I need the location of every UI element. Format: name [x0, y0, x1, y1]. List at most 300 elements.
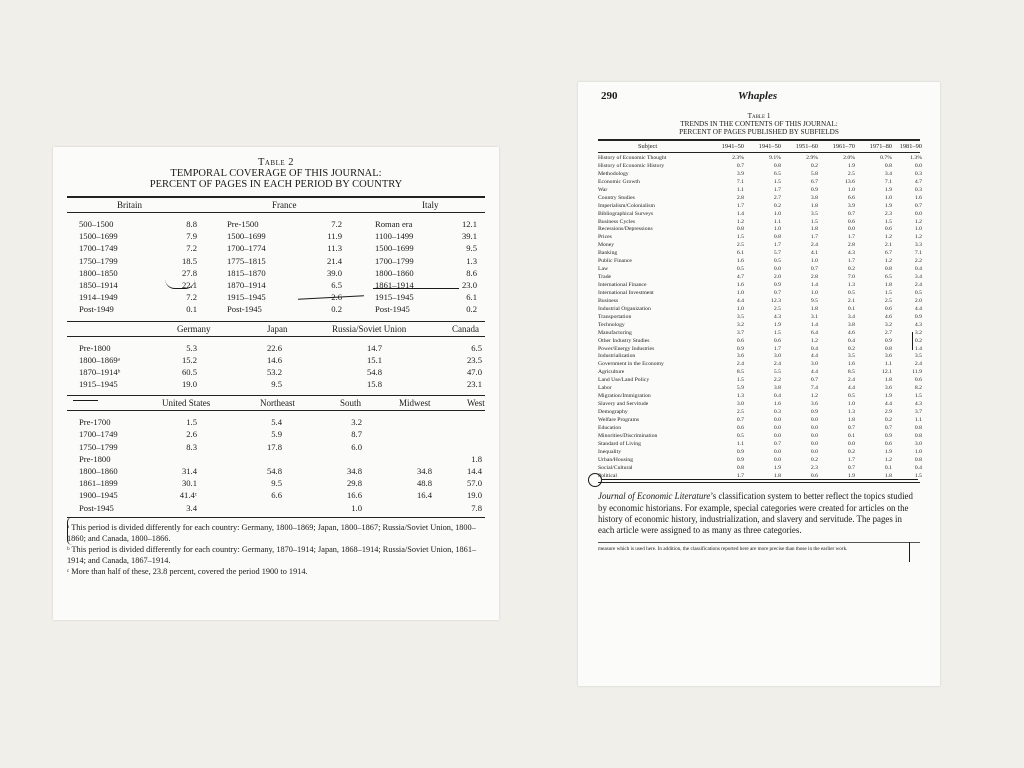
- table-cell: 1.0: [847, 186, 855, 193]
- table-row: [67, 219, 485, 231]
- table-cell: 6.1: [466, 292, 477, 303]
- table-row: [598, 211, 920, 219]
- table-row: [598, 242, 920, 250]
- row-label: History of Economic History: [598, 162, 665, 169]
- table-cell: 0.8: [914, 432, 922, 439]
- row-label: Transportation: [598, 313, 632, 320]
- table-cell: 1.3: [466, 255, 477, 266]
- table-cell: 7.0: [847, 274, 855, 281]
- table-row: [67, 490, 485, 502]
- table-row: [598, 306, 920, 314]
- table-cell: 0.3: [914, 170, 922, 177]
- table-cell: 2.4: [736, 361, 744, 368]
- table-cell: 1.0: [914, 226, 922, 233]
- table-cell: 30.1: [181, 478, 197, 489]
- table-cell: 1.2: [736, 218, 744, 225]
- table-cell: 1.0: [884, 194, 892, 201]
- table-cell: 1.5: [884, 289, 892, 296]
- table-cell: 1.8: [471, 453, 482, 464]
- table-cell: 0.7: [810, 266, 818, 273]
- row-label: Welfare Programs: [598, 416, 640, 423]
- table-cell: 0.6: [736, 424, 744, 431]
- table-cell: 9.5: [271, 379, 282, 390]
- table-cell: 1.0: [773, 210, 781, 217]
- table-cell: 0.0: [773, 448, 781, 455]
- table-cell: 3.6: [810, 401, 818, 408]
- page-header: [578, 82, 940, 106]
- table-cell: 1.5: [914, 472, 922, 479]
- table-cell: 0.9: [736, 345, 744, 352]
- row-label: Other Industry Studies: [598, 337, 650, 344]
- table-cell: 22.1: [181, 279, 197, 290]
- table-cell: 0.2: [810, 162, 818, 169]
- table-cell: 0.0: [773, 424, 781, 431]
- table-cell: Pre-1500: [227, 219, 259, 229]
- table-cell: 7.2: [186, 292, 197, 303]
- table-row: [67, 243, 485, 255]
- table-row: [598, 449, 920, 457]
- row-label: Industrialization: [598, 353, 636, 360]
- table-cell: 7.9: [186, 231, 197, 242]
- table-cell: 1.0: [773, 226, 781, 233]
- row-label: Labor: [598, 385, 612, 392]
- table-cell: 1.1: [914, 416, 922, 423]
- table-row: [67, 429, 485, 441]
- column-header: 1951–60: [795, 143, 818, 150]
- table-cell: 2.0%: [843, 155, 855, 161]
- table-cell: 0.0: [773, 416, 781, 423]
- table-row: [598, 433, 920, 441]
- table-cell: 0.2: [914, 337, 922, 344]
- table-cell: 0.6: [736, 337, 744, 344]
- section2-country-headers: [67, 322, 485, 336]
- table-cell: 3.5: [810, 210, 818, 217]
- table-cell: 3.8: [810, 194, 818, 201]
- table-cell: 0.2: [810, 456, 818, 463]
- table-cell: 9.5: [810, 297, 818, 304]
- table-cell: 1.7: [847, 456, 855, 463]
- table-cell: 2.2: [773, 377, 781, 384]
- country-italy: Italy: [422, 200, 439, 210]
- table-cell: 0.7: [847, 464, 855, 471]
- table-cell: 1.5: [773, 178, 781, 185]
- row-label: Post-1945: [79, 502, 114, 513]
- table-cell: 5.9: [736, 385, 744, 392]
- table-row: [598, 330, 920, 338]
- circle-number-mark: [588, 473, 602, 487]
- row-label: Power/Energy Industries: [598, 345, 655, 352]
- table-cell: 1.8: [847, 416, 855, 423]
- table-cell: 1500–1699: [227, 231, 266, 242]
- table-row: [67, 367, 485, 379]
- table-cell: 1.1: [736, 186, 744, 193]
- row-label: Prices: [598, 234, 612, 241]
- table-cell: 0.0: [914, 162, 922, 169]
- row-label: Pre-1800: [79, 342, 111, 353]
- table-cell: 7.2: [186, 243, 197, 254]
- table-cell: 4.4: [810, 369, 818, 376]
- table-cell: 4.6: [884, 313, 892, 320]
- region-united-states: United States: [162, 398, 211, 409]
- table-row: [598, 401, 920, 409]
- table-cell: 0.1: [186, 304, 197, 315]
- table-cell: 2.4: [847, 377, 855, 384]
- country-germany: Germany: [177, 323, 211, 334]
- row-label: Manufacturing: [598, 329, 632, 336]
- table-cell: 1.1: [773, 218, 781, 225]
- table-cell: 3.4: [884, 170, 892, 177]
- table-cell: 48.8: [416, 478, 432, 489]
- table-cell: 0.3: [773, 409, 781, 415]
- table-cell: 9.5: [466, 243, 477, 254]
- table-row: [67, 343, 485, 355]
- table-cell: 7.1: [884, 178, 892, 185]
- table-cell: 41.4ᶜ: [179, 490, 197, 501]
- row-label: 1800–1850: [79, 267, 118, 278]
- table-cell: 23.5: [466, 354, 482, 365]
- row-label: Migration/Immigration: [598, 393, 651, 400]
- table-cell: 0.9: [884, 337, 892, 344]
- table-row: [598, 298, 920, 306]
- table-cell: 8.2: [914, 385, 922, 392]
- table-cell: 0.5: [773, 258, 781, 265]
- table-cell: 2.5: [847, 170, 855, 177]
- table-row: [598, 393, 920, 401]
- table-cell: 0.7: [847, 424, 855, 431]
- country-britain: Britain: [117, 200, 142, 210]
- table-cell: 0.7: [810, 377, 818, 384]
- section3-header-rule: [67, 410, 485, 411]
- table-cell: 0.8: [773, 234, 781, 241]
- table1-bottom-rule: [598, 482, 920, 483]
- table-cell: 29.8: [346, 478, 362, 489]
- table-cell: 2.8: [736, 194, 744, 201]
- footnote-b: ᵇ This period is divided differently for each country: Germany, 1870–1914; Japan, 1868–1914; Russia/Soviet Union, 1861–1914; and Canada, 1867–1914.: [67, 544, 477, 565]
- row-label: Bibliographical Surveys: [598, 210, 654, 217]
- table-cell: 3.1: [810, 313, 818, 320]
- table-cell: 21.4: [326, 255, 342, 266]
- table-cell: 34.8: [346, 466, 362, 476]
- table-cell: 1.5: [736, 377, 744, 384]
- table-cell: 3.0: [773, 353, 781, 360]
- table-cell: 1.8: [810, 202, 818, 209]
- table-cell: 1.7: [847, 234, 855, 241]
- table-row: [598, 155, 920, 163]
- table-cell: 2.5: [736, 242, 744, 249]
- pencil-underline-mark: [602, 479, 918, 481]
- table-cell: 0.7: [847, 210, 855, 217]
- row-label: Slavery and Servitude: [598, 401, 649, 408]
- table-cell: 57.0: [466, 478, 482, 489]
- table-cell: 6.6: [271, 490, 282, 501]
- table-row: [67, 292, 485, 304]
- table-cell: 7.2: [331, 219, 342, 229]
- table-cell: 3.6: [736, 353, 744, 360]
- table-row: [67, 280, 485, 292]
- row-label: War: [598, 186, 608, 193]
- table-cell: 1.0: [810, 258, 818, 265]
- table-cell: Roman era: [375, 219, 413, 229]
- row-label: 1900–1945: [79, 490, 118, 501]
- table-cell: 0.0: [810, 424, 818, 431]
- pencil-bracket-mark: [905, 542, 910, 562]
- table-cell: 1.0: [810, 289, 818, 296]
- body-paragraph: [598, 491, 920, 536]
- table-cell: 0.6: [884, 440, 892, 447]
- table-cell: 1.0: [914, 448, 922, 455]
- table-cell: 2.9%: [806, 155, 818, 161]
- table-cell: 1.0: [847, 401, 855, 408]
- table-cell: 2.5: [736, 409, 744, 415]
- table-cell: 1.4: [736, 210, 744, 217]
- table-row: [598, 282, 920, 290]
- row-label: International Investment: [598, 289, 654, 296]
- table-cell: 2.5: [884, 297, 892, 304]
- table-cell: 4.4: [736, 297, 744, 304]
- country-russia: Russia/Soviet Union: [332, 323, 407, 334]
- table-row: [598, 250, 920, 258]
- table-row: [67, 304, 485, 316]
- table-row: [67, 256, 485, 268]
- table-row: [67, 478, 485, 490]
- row-label: Social/Cultural: [598, 464, 633, 471]
- right-page-scan: [578, 82, 940, 686]
- table-cell: 3.3: [914, 242, 922, 249]
- table-cell: 2.3: [884, 210, 892, 217]
- table-cell: 6.5: [331, 279, 342, 290]
- table-cell: 0.5: [736, 432, 744, 439]
- table-row: [598, 465, 920, 473]
- table-cell: 0.6: [884, 226, 892, 233]
- table1-rows: [598, 155, 920, 480]
- table-cell: 53.2: [266, 366, 282, 377]
- section1-country-headers: [67, 198, 485, 212]
- region-west: West: [467, 398, 485, 409]
- table-cell: 3.7: [736, 329, 744, 336]
- table-cell: 7.1: [736, 178, 744, 185]
- table-cell: 1.2: [884, 456, 892, 463]
- table-cell: 2.4: [810, 242, 818, 249]
- table-row: [598, 266, 920, 274]
- table-cell: 12.3: [771, 297, 781, 304]
- table-cell: 0.8: [736, 226, 744, 233]
- table-cell: 13.6: [845, 178, 855, 185]
- row-label: International Finance: [598, 282, 647, 288]
- row-label: Imperialism/Colonialism: [598, 202, 655, 209]
- table-cell: 54.8: [266, 466, 282, 476]
- row-label: Government in the Economy: [598, 361, 664, 368]
- table-cell: Post-1945: [375, 304, 410, 315]
- row-label: Technology: [598, 321, 625, 328]
- table-cell: 1.7: [773, 242, 781, 249]
- table-cell: 0.9: [884, 432, 892, 439]
- table-cell: 2.6: [186, 429, 197, 440]
- table-cell: 8.6: [466, 267, 477, 278]
- table-cell: 0.2: [847, 266, 855, 273]
- table-row: [598, 322, 920, 330]
- row-label: Minorities/Discrimination: [598, 432, 658, 439]
- table-cell: 1.7: [736, 202, 744, 209]
- table-cell: 0.5: [847, 289, 855, 296]
- table-cell: 0.5: [736, 266, 744, 273]
- table-cell: 6.7: [810, 178, 818, 185]
- table-cell: 0.6: [884, 305, 892, 312]
- table-cell: 2.4: [914, 361, 922, 368]
- row-label: Standard of Living: [598, 440, 641, 447]
- left-page-scan: [53, 147, 499, 620]
- table-cell: 6.5: [773, 170, 781, 177]
- table-cell: 4.4: [914, 305, 922, 312]
- table-cell: 1700–1799: [375, 255, 414, 266]
- table-cell: 1.7: [736, 472, 744, 479]
- row-label: Trade: [598, 274, 612, 281]
- table-cell: 9.1%: [769, 155, 781, 161]
- table-cell: 0.2: [466, 304, 477, 315]
- table-cell: 7.4: [810, 385, 818, 392]
- row-label: Banking: [598, 250, 618, 257]
- table-cell: 1.9: [884, 186, 892, 193]
- table-row: [598, 290, 920, 298]
- table-cell: 0.7: [773, 289, 781, 296]
- table-cell: 9.5: [271, 478, 282, 489]
- table-cell: 1.7: [847, 258, 855, 265]
- table-cell: 0.2: [847, 345, 855, 352]
- table-row: [598, 361, 920, 369]
- table-cell: 5.4: [271, 417, 282, 428]
- table-cell: 6.4: [810, 329, 818, 336]
- table-row: [67, 454, 485, 466]
- table-cell: 27.8: [181, 267, 197, 278]
- table-row: [67, 466, 485, 478]
- table-cell: 0.9: [773, 282, 781, 288]
- table-row: [598, 369, 920, 377]
- row-label: Economic Growth: [598, 178, 640, 185]
- table-cell: 1.2: [884, 234, 892, 241]
- table-row: [598, 187, 920, 195]
- row-label: Pre-1800: [79, 453, 111, 464]
- table-cell: 0.4: [914, 464, 922, 471]
- row-label: Post-1949: [79, 304, 114, 315]
- table-cell: 1.1: [884, 361, 892, 368]
- table-cell: 0.0: [810, 440, 818, 447]
- table-cell: 2.7: [884, 329, 892, 336]
- row-label: Urban/Housing: [598, 456, 634, 463]
- table-cell: 1.4: [810, 282, 818, 288]
- table-row: [598, 314, 920, 322]
- table-cell: 0.4: [773, 393, 781, 400]
- table-cell: 60.5: [181, 366, 197, 377]
- table-row: [598, 457, 920, 465]
- table-cell: 1.8: [884, 282, 892, 288]
- table-cell: 11.9: [327, 231, 342, 242]
- table-cell: 1.5: [810, 218, 818, 225]
- pencil-underline-mark: [373, 288, 459, 290]
- table-cell: 1.6: [847, 361, 855, 368]
- row-label: 1750–1799: [79, 441, 118, 452]
- table-cell: 1.2: [914, 234, 922, 241]
- table-cell: 2.7: [773, 194, 781, 201]
- table-cell: 1.9: [773, 321, 781, 328]
- table-cell: 8.5: [847, 369, 855, 376]
- table-cell: 2.1: [847, 297, 855, 304]
- section3-rows: [67, 417, 485, 515]
- table-cell: 3.5: [914, 353, 922, 360]
- row-label: Industrial Organization: [598, 305, 651, 312]
- table-cell: 2.0: [773, 274, 781, 281]
- table-cell: 0.3: [914, 186, 922, 193]
- row-label: 500–1500: [79, 219, 114, 229]
- table-row: [598, 338, 920, 346]
- table-cell: 2.6: [331, 292, 342, 303]
- row-label: Business: [598, 297, 619, 304]
- row-label: 1914–1949: [79, 292, 118, 303]
- pencil-bracket-mark: [73, 400, 98, 402]
- table-cell: 3.4: [186, 502, 197, 513]
- table-cell: 1.3%: [910, 155, 922, 161]
- table-row: [598, 179, 920, 187]
- table-cell: 3.8: [847, 321, 855, 328]
- section1-rows: [67, 219, 485, 317]
- table-cell: 0.7: [884, 424, 892, 431]
- table-cell: 2.9: [884, 409, 892, 415]
- table-row: [598, 226, 920, 234]
- country-japan: Japan: [267, 323, 288, 334]
- table-cell: 22.6: [266, 342, 282, 353]
- table-cell: 5.9: [271, 429, 282, 440]
- table-cell: 2.8: [810, 274, 818, 281]
- section1-header-rule: [67, 212, 485, 213]
- table-cell: 2.5: [773, 305, 781, 312]
- table-cell: 3.5: [736, 313, 744, 320]
- table-row: [598, 274, 920, 282]
- table-cell: 1800–1860: [375, 267, 414, 278]
- table-cell: 4.1: [810, 250, 818, 257]
- table-cell: 0.6: [914, 377, 922, 384]
- column-header: 1971–80: [869, 143, 892, 150]
- table-cell: 1.3: [736, 393, 744, 400]
- row-label: Land Use/Land Policy: [598, 377, 650, 384]
- table-cell: 2.4: [773, 361, 781, 368]
- section2-header-rule: [67, 336, 485, 337]
- table-cell: 1.9: [884, 393, 892, 400]
- table-cell: 3.9: [847, 202, 855, 209]
- footnote-a: ᵃ This period is divided differently for each country: Germany, 1800–1869; Japan, 1800–1867; Russia/Soviet Union, 1800–1860; and Canada, 1800–1866.: [67, 522, 476, 543]
- table-cell: 3.2: [914, 329, 922, 336]
- section3-bottom-rule: [67, 517, 485, 518]
- table-cell: 1.3: [847, 282, 855, 288]
- table-cell: 8.8: [186, 219, 197, 229]
- footnote-c: ᶜ More than half of these, 23.8 percent, covered the period 1900 to 1914.: [67, 566, 308, 576]
- table-cell: 1.6: [773, 401, 781, 408]
- table-cell: 15.2: [181, 354, 197, 365]
- table1-header-rule: [598, 152, 920, 153]
- table-cell: 4.3: [914, 401, 922, 408]
- table-cell: 6.6: [847, 194, 855, 201]
- bottom-note: measure which is used here. In addition, the classifications reported here are more precise than those in the earlier work.: [598, 542, 920, 553]
- table-cell: 1.8: [810, 226, 818, 233]
- table-cell: 0.0: [914, 210, 922, 217]
- row-label: 1915–1945: [79, 379, 118, 390]
- row-label: Education: [598, 424, 622, 431]
- table-cell: 1915–1945: [375, 292, 414, 303]
- table-cell: 1815–1870: [227, 267, 266, 278]
- table-cell: 1.0: [736, 305, 744, 312]
- table-cell: 11.3: [327, 243, 342, 254]
- table-cell: 8.7: [351, 429, 362, 440]
- table-cell: 0.4: [847, 337, 855, 344]
- table-cell: 5.5: [773, 369, 781, 376]
- table-row: [598, 417, 920, 425]
